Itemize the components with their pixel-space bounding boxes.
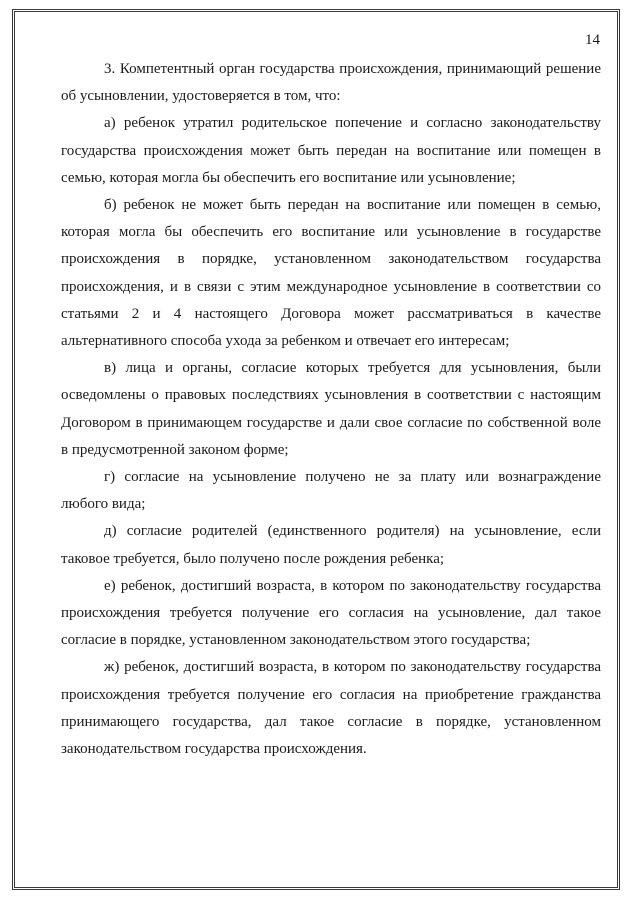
paragraph-item-e: е) ребенок, достигший возраста, в котором по законодательству государства происхождения требуется получение его согласия на усыновление, дал такое согласие в порядке, установленном законодательством этого государства;: [61, 577, 601, 649]
paragraph-intro: 3. Компетентный орган государства происхождения, принимающий решение об усыновлении, удостоверяется в том, что:: [61, 61, 601, 105]
paragraph-item-a: а) ребенок утратил родительское попечение и согласно законодательству государства происхождения может быть передан на воспитание или помещен в семью, которая могла бы обеспечить его воспитание или усыновление;: [61, 115, 601, 186]
paragraph-item-d: д) согласие родителей (единственного родителя) на усыновление, если таковое требуется, было получено после рождения ребенка;: [61, 523, 601, 567]
paragraph-item-g: г) согласие на усыновление получено не за плату или вознаграждение любого вида;: [61, 469, 601, 513]
page-number: 14: [585, 32, 600, 48]
paragraph-item-b: б) ребенок не может быть передан на воспитание или помещен в семью, которая могла бы обеспечить его воспитание или усыновление в государстве происхождения в порядке, установленном законодательством государства происхождения, и в связи с этим международное усыновление в соответствии со статьями 2 и 4 настоящего Договора может рассматриваться в качестве альтернативного способа ухода за ребенком и отвечает его интересам;: [61, 197, 601, 350]
paragraph-item-v: в) лица и органы, согласие которых требуется для усыновления, были осведомлены о правовых последствиях усыновления в соответствии с настоящим Договором в принимающем государстве и дали свое согласие по собственной воле в предусмотренной законом форме;: [61, 360, 601, 458]
paragraph-item-zh: ж) ребенок, достигший возраста, в котором по законодательству государства происхождения требуется получение его согласия на приобретение гражданства принимающего государства, дал такое согласие в порядке, установленном законодательством государства происхождения.: [61, 659, 601, 758]
document-body: [61, 56, 601, 763]
